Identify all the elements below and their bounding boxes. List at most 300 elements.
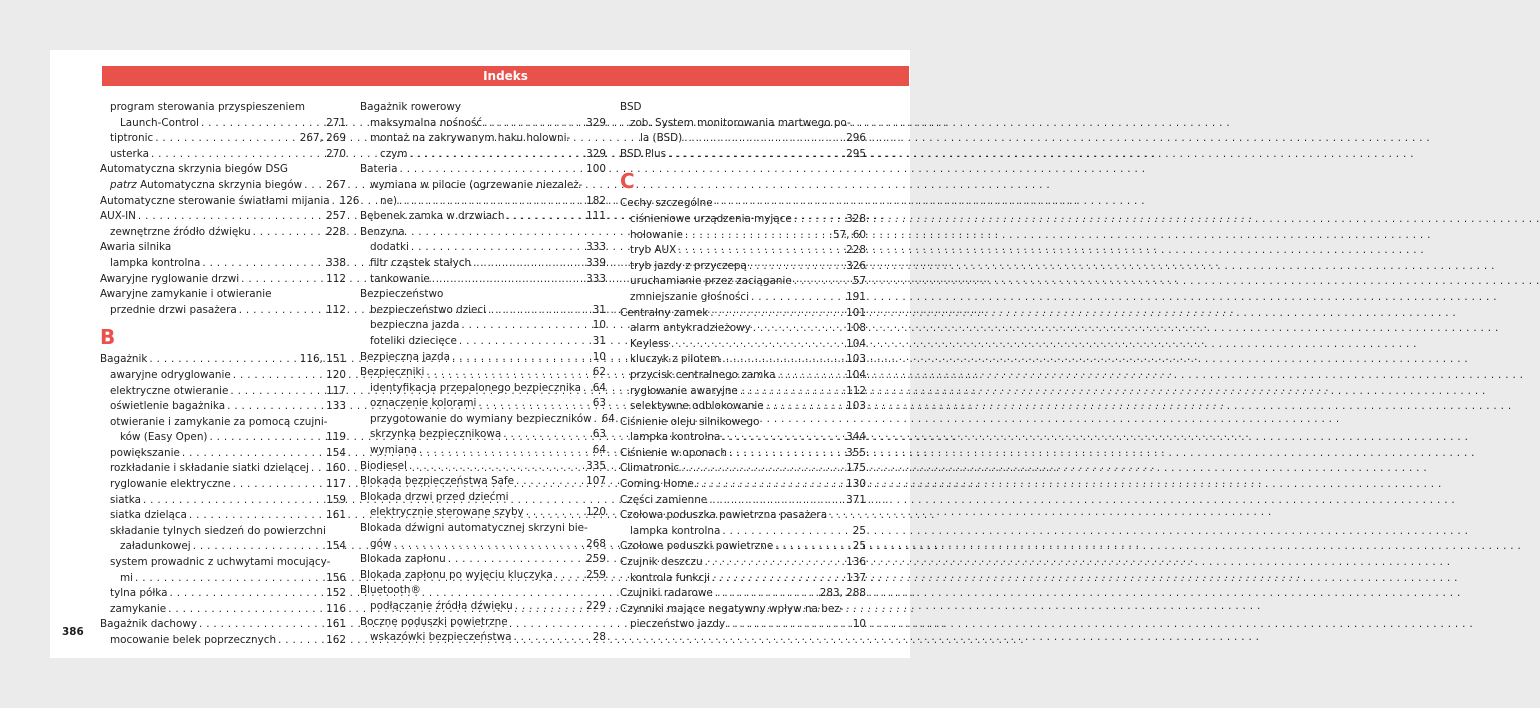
index-page-ref: 120 <box>326 368 346 381</box>
dot-leader <box>400 162 585 178</box>
index-entry <box>100 493 346 509</box>
dot-leader <box>503 427 591 443</box>
cross-reference-marker: patrz <box>110 178 137 191</box>
dot-leader <box>583 381 591 397</box>
index-page-ref: 156 <box>326 571 346 584</box>
index-entry <box>360 116 606 132</box>
index-entry <box>360 427 606 443</box>
index-page-ref: 267 <box>326 178 346 191</box>
index-page-ref: 25 <box>852 540 866 553</box>
dot-leader <box>671 337 844 353</box>
index-entry <box>620 617 866 633</box>
index-entry-text: skrzynka bezpiecznikowa <box>370 428 502 441</box>
index-entry-text: ryglowanie elektryczne <box>110 478 231 491</box>
index-entry <box>620 368 866 384</box>
index-page-ref: 270 <box>326 147 346 160</box>
index-entry <box>100 430 346 446</box>
index-entry-text: gów <box>370 537 392 550</box>
index-heading: Bagażnik rowerowy <box>360 101 462 113</box>
dot-leader <box>253 225 325 241</box>
index-entry <box>620 259 866 275</box>
index-page-ref: 161 <box>326 618 346 631</box>
index-page-ref: 28 <box>592 631 606 644</box>
index-entry-text: Keyless <box>630 337 669 350</box>
dot-leader <box>233 368 324 384</box>
index-page-ref: 228 <box>846 244 866 257</box>
index-entry-text: siatka dzieląca <box>110 509 187 522</box>
index-page-ref: 64 <box>592 444 606 457</box>
index-entry <box>620 243 866 259</box>
index-page-ref: 333 <box>586 272 606 285</box>
index-page-ref: 338 <box>326 256 346 269</box>
index-entry-text: Coming Home <box>620 478 694 491</box>
index-heading: Blokada dźwigni automatycznej skrzyni bie- <box>360 522 588 535</box>
dot-leader <box>526 505 584 521</box>
index-entry-text: bezpieczeństwo dzieci <box>370 303 487 316</box>
dot-leader <box>426 365 590 381</box>
index-page-ref: 25 <box>852 524 866 537</box>
index-page-ref: 160 <box>326 462 346 475</box>
index-entry-text: mocowanie belek poprzecznych <box>110 634 277 646</box>
index-heading: BSD <box>620 101 642 113</box>
dot-leader <box>594 412 600 428</box>
index-entry <box>620 337 866 353</box>
dot-leader <box>169 586 324 602</box>
index-entry-text: la (BSD) <box>640 132 683 145</box>
index-entry <box>620 306 866 322</box>
index-entry-text: maksymalna nośność <box>370 116 483 129</box>
index-page-ref: 31 <box>592 303 606 316</box>
dot-leader <box>775 539 850 555</box>
index-page-ref: 335 <box>586 459 606 472</box>
index-page-ref: 117 <box>326 478 346 491</box>
index-page-ref: 119 <box>326 431 346 444</box>
index-entry-text: Czujniki radarowe <box>620 587 713 600</box>
index-entry <box>100 399 346 415</box>
index-entry <box>620 571 866 587</box>
index-entry-text: zmniejszanie głośności <box>630 290 750 303</box>
index-page-ref: 295 <box>846 147 866 160</box>
dot-leader <box>794 274 851 290</box>
dot-leader <box>409 147 584 163</box>
index-entry <box>620 352 866 368</box>
index-page-ref: 283, 288 <box>819 587 866 600</box>
index-heading: Cechy szczególne <box>620 197 713 210</box>
index-page-ref: 10 <box>592 319 606 332</box>
index-heading: Awaryjne zamykanie i otwieranie <box>100 288 272 301</box>
dot-leader <box>722 430 844 446</box>
index-entry-text: uruchamianie przez zaciąganie <box>630 275 792 288</box>
dot-leader <box>751 290 844 306</box>
index-page-ref: 355 <box>846 446 866 459</box>
index-page-ref: 267, 269 <box>299 132 346 145</box>
index-page-ref: 62 <box>592 366 606 379</box>
index-entry <box>620 384 866 400</box>
index-entry <box>360 240 606 256</box>
dot-leader <box>461 318 590 334</box>
index-entry <box>360 630 606 646</box>
index-page-ref: 101 <box>846 306 866 319</box>
dot-leader <box>409 459 584 475</box>
index-entry-text: ciśnieniowe urządzenia myjące <box>630 212 792 225</box>
index-entry <box>360 537 606 553</box>
index-entry-text: foteliki dziecięce <box>370 334 457 347</box>
index-entry <box>360 334 606 350</box>
index-entry <box>100 461 346 477</box>
index-heading: Boczne poduszki powietrzne <box>360 615 508 628</box>
index-entry-text: ryglowanie awaryjne <box>630 384 738 397</box>
index-entry-text: rozkładanie i składanie siatki dzielącej <box>110 462 309 475</box>
index-page-ref: 31 <box>592 334 606 347</box>
index-entry <box>360 365 606 381</box>
index-page-ref: 159 <box>326 493 346 506</box>
index-entry-text: ne) <box>380 194 398 207</box>
index-page-ref: 271 <box>326 116 346 129</box>
index-page-ref: 108 <box>846 322 866 335</box>
index-entry-text: bezpieczna jazda <box>370 319 460 332</box>
index-entry-text: Bagażnik dachowy <box>100 618 197 631</box>
index-entry <box>100 209 346 225</box>
dot-leader <box>304 178 324 194</box>
index-page-ref: 133 <box>326 400 346 413</box>
index-section-letter: B <box>100 325 116 350</box>
index-heading: Ciśnienie oleju silnikowego <box>620 415 760 428</box>
index-page-ref: 328 <box>846 212 866 225</box>
index-entry <box>620 586 866 602</box>
index-page-ref: 104 <box>846 368 866 381</box>
index-entry <box>100 508 346 524</box>
index-entry <box>100 272 346 288</box>
index-heading: Benzyna <box>360 225 405 238</box>
index-heading: otwieranie i zamykanie za pomocą czujni- <box>110 415 328 428</box>
dot-leader <box>452 350 591 366</box>
index-heading: montaż na zakrywanym haku holowni- <box>370 132 571 145</box>
index-entry-text: kontrola funkcji <box>630 571 710 584</box>
index-entry-text: Czołowe poduszki powietrzne <box>620 540 774 553</box>
dot-leader <box>399 194 584 210</box>
index-entry <box>100 194 360 210</box>
index-entry <box>100 384 346 400</box>
index-page-ref: 104 <box>846 337 866 350</box>
dot-leader <box>227 399 324 415</box>
index-page-ref: 116, 151 <box>299 353 346 366</box>
dot-leader <box>432 272 584 288</box>
index-entry-text: wskazówki bezpieczeństwa <box>370 631 512 644</box>
index-entry <box>100 147 346 163</box>
index-entry <box>620 524 866 540</box>
index-page-ref: 296 <box>846 132 866 145</box>
index-entry-text: Bezpieczna jazda <box>360 350 450 363</box>
dot-leader <box>696 477 844 493</box>
index-page <box>50 50 910 658</box>
index-entry <box>100 256 346 272</box>
index-entry-text: Biodiesel <box>360 459 407 472</box>
index-entry-text: Bateria <box>360 163 398 176</box>
page-header: Indeks <box>102 66 909 86</box>
dot-leader <box>448 552 584 568</box>
index-entry-text: ków (Easy Open) <box>120 431 208 444</box>
index-heading: Czołowa poduszka powietrzna pasażera <box>620 509 828 522</box>
index-entry-text: przednie drzwi pasażera <box>110 303 237 316</box>
index-entry <box>360 505 606 521</box>
index-entry-text: czym <box>380 147 408 160</box>
index-entry <box>360 209 606 225</box>
index-entry <box>100 571 346 587</box>
index-entry-text: Launch-Control <box>120 116 199 129</box>
dot-leader <box>201 116 324 132</box>
dot-leader <box>233 477 325 493</box>
index-entry <box>360 599 606 615</box>
index-heading: Czynniki mające negatywny wpływ na bez- <box>620 602 844 615</box>
dot-leader <box>681 461 844 477</box>
index-page-ref: 117 <box>326 384 346 397</box>
dot-leader <box>705 555 845 571</box>
dot-leader <box>753 321 844 337</box>
index-entry-text: Centralny zamek <box>620 306 709 319</box>
index-entry <box>360 194 606 210</box>
index-entry <box>100 131 346 147</box>
index-entry <box>100 602 346 618</box>
index-heading: program sterowania przyspieszeniem <box>110 101 305 113</box>
index-entry <box>100 633 346 649</box>
dot-leader <box>241 272 324 288</box>
dot-leader <box>149 352 297 368</box>
index-entry-text: załadunkowej <box>120 540 191 553</box>
index-column-2 <box>360 100 615 646</box>
index-entry-text: lampka kontrolna <box>630 431 721 444</box>
index-entry <box>360 474 606 490</box>
dot-leader <box>777 368 844 384</box>
index-page-ref: 182 <box>586 194 606 207</box>
index-page-ref: 57 <box>852 275 866 288</box>
index-entry-text: kluczyk z pilotem <box>630 353 721 366</box>
index-entry <box>360 552 606 568</box>
index-page-ref: 120 <box>586 506 606 519</box>
index-entry <box>620 555 866 571</box>
index-entry-text: oświetlenie bagażnika <box>110 400 226 413</box>
index-page-ref: 64 <box>601 412 615 425</box>
index-entry-text: elektryczne otwieranie <box>110 384 229 397</box>
index-entry <box>360 459 606 475</box>
index-page-ref: 333 <box>586 241 606 254</box>
index-column-3 <box>620 100 866 633</box>
index-heading: Bluetooth® <box>360 584 421 597</box>
index-entry <box>360 303 606 319</box>
index-page-ref: 107 <box>586 475 606 488</box>
index-entry <box>620 446 866 462</box>
index-entry-text: Czujnik deszczu <box>620 556 703 569</box>
dot-leader <box>473 256 584 272</box>
dot-leader <box>332 194 338 210</box>
index-page-ref: 257 <box>326 210 346 223</box>
index-entry-text: lampka kontrolna <box>110 256 201 269</box>
index-entry <box>620 147 866 163</box>
index-entry-text: Bezpieczniki <box>360 366 425 379</box>
dot-leader <box>488 303 591 319</box>
dot-leader <box>668 147 844 163</box>
index-heading: system prowadnic z uchwytami mocujący- <box>110 556 331 569</box>
index-page-ref: 371 <box>846 493 866 506</box>
index-page-ref: 111 <box>586 210 606 223</box>
index-entry <box>100 539 346 555</box>
index-entry-text: przycisk centralnego zamka <box>630 368 776 381</box>
dot-leader <box>393 537 584 553</box>
index-page-ref: 191 <box>846 290 866 303</box>
dot-leader <box>722 352 844 368</box>
index-page-ref: 229 <box>586 600 606 612</box>
index-entry <box>100 352 346 368</box>
index-entry <box>620 321 866 337</box>
dot-leader <box>143 493 324 509</box>
index-entry-text: tylna półka <box>110 587 168 600</box>
index-entry-text: podłączanie źródła dźwięku <box>370 600 513 612</box>
index-entry <box>620 212 866 228</box>
index-page-ref: 161 <box>326 509 346 522</box>
index-entry <box>360 443 606 459</box>
index-heading: Awaria silnika <box>100 241 172 254</box>
index-entry <box>360 350 606 366</box>
index-entry-text: alarm antykradzieżowy <box>630 322 751 335</box>
index-entry <box>360 396 606 412</box>
index-heading: Automatyczna skrzynia biegów DSG <box>100 163 288 176</box>
index-entry-text: tiptronic <box>110 132 154 145</box>
index-entry <box>100 116 346 132</box>
index-entry <box>360 381 606 397</box>
index-page-ref: 259 <box>586 553 606 566</box>
dot-leader <box>555 568 584 584</box>
dot-leader <box>685 228 831 244</box>
index-heading: Bezpieczeństwo <box>360 288 444 301</box>
dot-leader <box>459 334 591 350</box>
dot-leader <box>710 306 844 322</box>
index-entry-text: tryb AUX <box>630 244 677 257</box>
index-page-ref: 154 <box>326 446 346 459</box>
dot-leader <box>202 256 324 272</box>
index-page-ref: 100 <box>586 163 606 176</box>
index-entry <box>620 477 866 493</box>
index-page-ref: 63 <box>592 397 606 410</box>
dot-leader <box>230 384 324 400</box>
dot-leader <box>168 602 324 618</box>
index-entry <box>620 399 866 415</box>
index-heading: zob. System monitorowania martwego po- <box>630 116 851 129</box>
index-page-ref: 344 <box>846 431 866 444</box>
index-page-ref: 126 <box>339 194 360 207</box>
index-entry-text: Ciśnienie w oponach <box>620 446 727 459</box>
index-entry <box>100 368 346 384</box>
index-entry-text: zamykanie <box>110 602 167 615</box>
index-entry-text: filtr cząstek stałych <box>370 256 472 269</box>
index-section-letter: C <box>620 169 635 194</box>
index-entry <box>360 147 606 163</box>
index-entry-text: selektywne odblokowanie <box>630 400 764 413</box>
index-entry <box>620 290 866 306</box>
dot-leader <box>709 493 844 509</box>
dot-leader <box>749 259 844 275</box>
index-page-ref: 329 <box>586 116 606 129</box>
index-page-ref: 64 <box>592 381 606 394</box>
dot-leader <box>182 446 324 462</box>
index-entry-text: Bębenek zamka w drzwiach <box>360 210 505 223</box>
index-entry <box>100 225 346 241</box>
dot-leader <box>740 384 844 400</box>
dot-leader <box>766 399 845 415</box>
index-heading: Blokada drzwi przed dziećmi <box>360 490 509 503</box>
dot-leader <box>138 209 324 225</box>
dot-leader <box>506 209 584 225</box>
dot-leader <box>311 461 324 477</box>
index-page-ref: 326 <box>846 259 866 272</box>
index-entry-text: elektrycznie sterowane szyby <box>370 506 524 519</box>
index-entry <box>360 318 606 334</box>
index-page-ref: 112 <box>326 272 346 285</box>
index-entry-text: tankowanie <box>370 272 430 285</box>
index-entry <box>620 228 866 244</box>
index-entry <box>620 274 866 290</box>
index-entry <box>620 131 866 147</box>
index-entry-text: BSD Plus <box>620 147 666 160</box>
dot-leader <box>727 617 851 633</box>
index-entry <box>100 446 346 462</box>
index-entry-text: dodatki <box>370 241 409 254</box>
index-page-ref: 57, 60 <box>832 228 866 241</box>
index-entry <box>360 256 606 272</box>
index-heading: składanie tylnych siedzeń do powierzchni <box>110 524 326 537</box>
index-page-ref: 116 <box>326 602 346 615</box>
index-page-ref: 152 <box>326 587 346 600</box>
dot-leader <box>155 131 298 147</box>
index-page-ref: 339 <box>586 256 606 269</box>
index-entry-text: Automatyczna skrzynia biegów <box>140 178 303 191</box>
dot-leader <box>513 630 590 646</box>
index-entry <box>100 617 346 633</box>
index-entry <box>620 539 866 555</box>
index-page-ref: 10 <box>852 618 866 631</box>
index-entry <box>360 412 615 428</box>
index-column-1 <box>100 100 360 649</box>
dot-leader <box>193 539 324 555</box>
dot-leader <box>729 446 844 462</box>
index-entry-text: Climatronic <box>620 462 680 475</box>
index-page-ref: 103 <box>846 353 866 366</box>
dot-leader <box>411 240 584 256</box>
dot-leader <box>794 212 844 228</box>
index-entry-text: pieczeństwo jazdy <box>630 618 726 631</box>
index-entry-text: Blokada zapłonu <box>360 553 446 566</box>
index-entry <box>620 461 866 477</box>
index-entry-text: Blokada bezpieczeństwa Safe <box>360 475 514 488</box>
dot-leader <box>239 303 324 319</box>
index-entry <box>100 477 346 493</box>
index-page-ref: 137 <box>846 571 866 584</box>
dot-leader <box>712 571 844 587</box>
dot-leader <box>678 243 844 259</box>
page-number: 386 <box>62 626 84 638</box>
index-entry-text: siatka <box>110 493 141 506</box>
index-entry <box>100 178 346 194</box>
index-entry-text: wymiana <box>370 444 417 457</box>
index-page-ref: 228 <box>326 225 346 238</box>
index-entry-text: Automatyczne sterowanie światłami mijania <box>100 194 330 207</box>
index-entry-text: Części zamienne <box>620 493 708 506</box>
dot-leader <box>515 599 584 615</box>
index-entry-text: mi <box>120 571 134 584</box>
index-entry-text: przygotowanie do wymiany bezpieczników <box>370 412 592 425</box>
dot-leader <box>189 508 324 524</box>
index-entry-text: Blokada zapłonu po wyjęciu kluczyka <box>360 568 553 581</box>
index-entry-text: tryb jazdy z przyczepą <box>630 259 747 272</box>
index-entry-text: usterka <box>110 147 149 160</box>
